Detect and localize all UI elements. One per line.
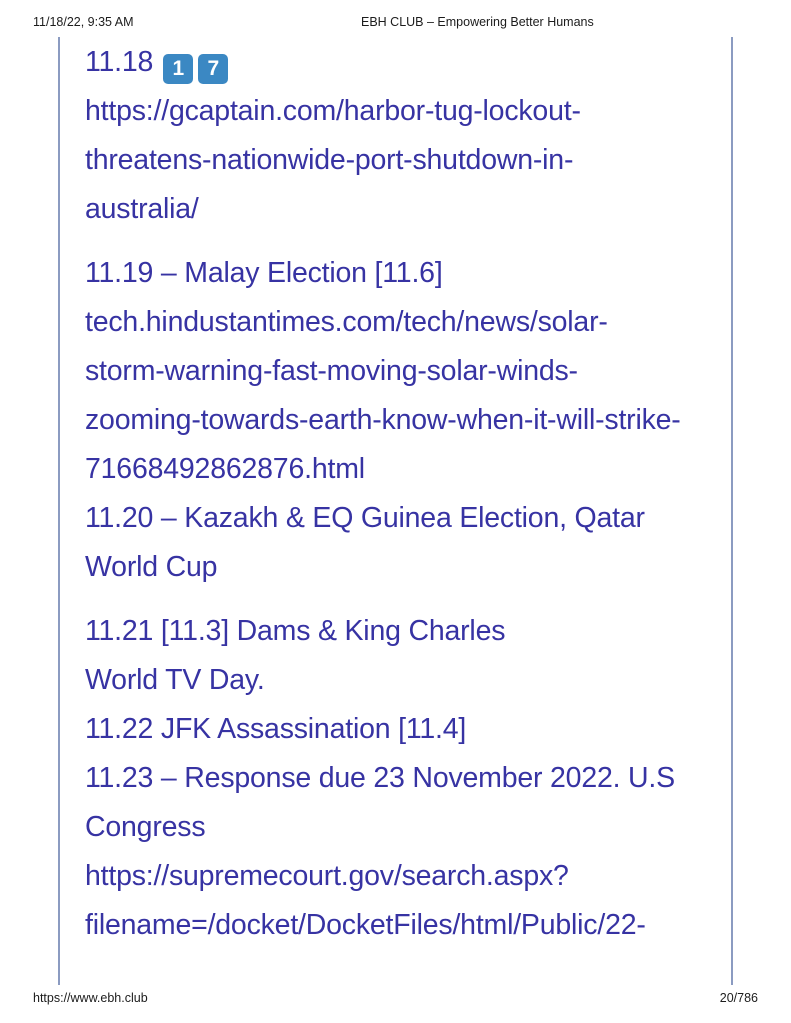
print-header-date: 11/18/22, 9:35 AM	[33, 15, 134, 29]
url-link-line[interactable]: zooming-towards-earth-know-when-it-will-strike-	[85, 404, 681, 436]
url-link-line[interactable]: filename=/docket/DocketFiles/html/Public/22-	[85, 909, 646, 941]
text-line: Congress	[85, 811, 206, 843]
url-link-line[interactable]: threatens-nationwide-port-shutdown-in-	[85, 144, 574, 176]
url-link-line[interactable]: tech.hindustantimes.com/tech/news/solar-	[85, 306, 608, 338]
text-line: World Cup	[85, 551, 218, 583]
text-line: 11.19 – Malay Election [11.6]	[85, 257, 443, 289]
text-line: 11.23 – Response due 23 November 2022. U.S	[85, 762, 675, 794]
url-link-line[interactable]: https://gcaptain.com/harbor-tug-lockout-	[85, 95, 581, 127]
text-line: World TV Day.	[85, 664, 265, 696]
url-link-line[interactable]: https://supremecourt.gov/search.aspx?	[85, 860, 569, 892]
url-link-line[interactable]: australia/	[85, 193, 199, 225]
text-line: 11.20 – Kazakh & EQ Guinea Election, Qatar	[85, 502, 645, 534]
keycap-7-icon: 7	[198, 54, 228, 84]
content-blocks	[85, 87, 731, 950]
url-link-line[interactable]: 71668492862876.html	[85, 453, 365, 485]
paragraph-block	[85, 249, 731, 592]
print-header-title: EBH CLUB – Empowering Better Humans	[361, 15, 594, 29]
text-line: 11.22 JFK Assassination [11.4]	[85, 713, 467, 745]
url-link-line[interactable]: storm-warning-fast-moving-solar-winds-	[85, 355, 578, 387]
print-footer-url: https://www.ebh.club	[33, 991, 148, 1005]
text-line: 11.21 [11.3] Dams & King Charles	[85, 615, 506, 647]
paragraph-block	[85, 87, 731, 234]
page-content-frame	[58, 37, 733, 985]
page-counter: 20/786	[719, 991, 758, 1005]
paragraph-block	[85, 607, 731, 950]
entry-heading-line	[85, 38, 731, 87]
entry-date-label: 11.18	[85, 46, 154, 78]
keycap-1-icon: 1	[163, 54, 193, 84]
